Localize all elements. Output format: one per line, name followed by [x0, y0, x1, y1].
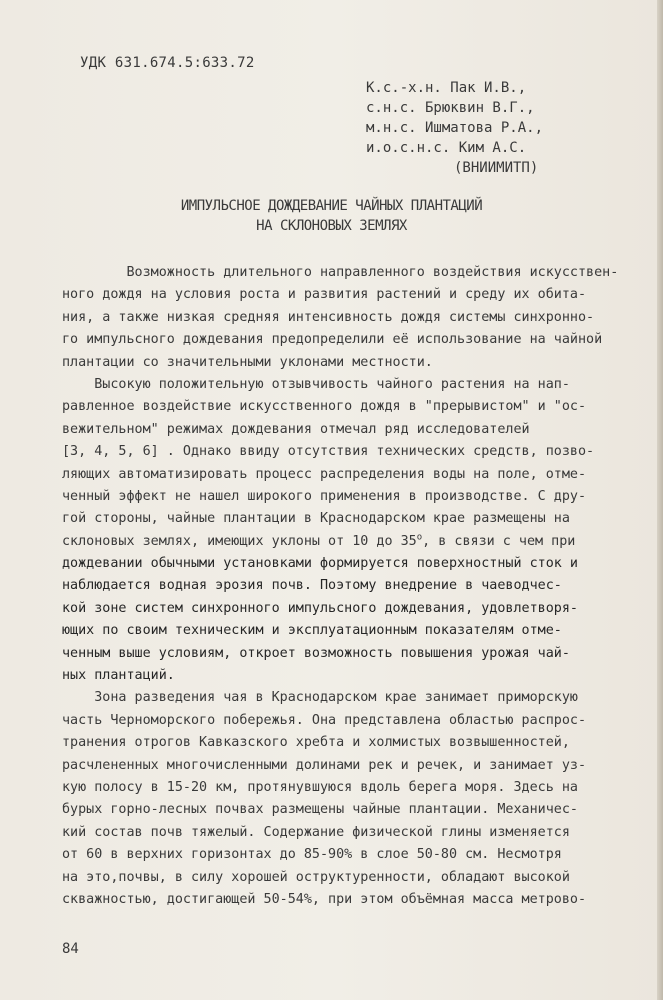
text-line: ляющих автоматизировать процесс распределения воды на поле, отме- [62, 466, 587, 482]
text-line: ченный эффект не нашел широкого применения в производстве. С дру- [62, 488, 587, 504]
author-2: с.н.с. Брюквин В.Г., [366, 100, 535, 116]
text-line: кий состав почв тяжелый. Содержание физической глины изменяется [62, 824, 570, 840]
text-line: наблюдается водная эрозия почв. Поэтому внедрение в чаеводчес- [62, 578, 562, 594]
text-line: вежительном" режимах дождевания отмечал ряд исследователей [62, 421, 530, 437]
text-line-with-degree [62, 531, 652, 553]
text-line: плантации со значительными уклонами местности. [62, 354, 433, 370]
author-list [366, 78, 543, 178]
article-title [0, 196, 663, 236]
text-line: на это,почвы, в силу хорошей оструктуренности, обладают высокой [62, 869, 570, 885]
text-line: транения отрогов Кавказского хребта и холмистых возвышенностей, [62, 735, 570, 751]
udc-code: УДК 631.674.5:633.72 [80, 55, 255, 71]
page-number: 84 [62, 941, 79, 957]
text-line: Возможность длительного направленного воздействия искусствен- [62, 265, 619, 280]
institution: (ВНИИМИТП) [454, 160, 539, 176]
text-line-head: склоновых землях, имеющих уклоны от 10 до 35 [62, 533, 417, 549]
text-line: скважностью, достигающей 50-54%, при этом объёмная масса метрово- [62, 891, 587, 907]
page-edge [657, 0, 663, 1000]
text-line: ного дождя на условия роста и развития растений и среду их обита- [62, 287, 587, 303]
text-line: ющих по своим техническим и эксплуатационным показателям отме- [62, 623, 562, 639]
text-line: кую полосу в 15-20 км, протянувшуюся вдоль берега моря. Здесь на [62, 779, 578, 795]
text-line: ченным выше условиям, откроет возможность повышения урожая чай- [62, 645, 570, 661]
text-line: часть Черноморского побережья. Она представлена областью распрос- [62, 712, 587, 728]
title-line-1: ИМПУЛЬСНОЕ ДОЖДЕВАНИЕ ЧАЙНЫХ ПЛАНТАЦИЙ [180, 198, 483, 214]
text-line: го импульсного дождевания предопределили её использование на чайной [62, 332, 603, 348]
author-1: К.с.-х.н. Пак И.В., [366, 80, 527, 96]
body-text [62, 262, 652, 911]
degree-superscript: о [416, 532, 423, 543]
author-4: и.о.с.н.с. Ким А.С. [366, 140, 527, 156]
text-line: ных плантаций. [62, 668, 175, 684]
text-line: ния, а также низкая средняя интенсивность дождя системы синхронно- [62, 309, 595, 325]
text-line: Зона разведения чая в Краснодарском крае занимает приморскую [62, 690, 578, 706]
text-line: от 60 в верхних горизонтах до 85-90% в слое 50-80 см. Несмотря [62, 847, 562, 863]
text-line: [3, 4, 5, 6] . Однако ввиду отсутствия технических средств, позво- [62, 444, 595, 460]
text-line: расчлененных многочисленными долинами рек и речек, и занимает уз- [62, 757, 587, 773]
text-line: гой стороны, чайные плантации в Краснодарском крае размещены на [62, 511, 570, 527]
text-line: Высокую положительную отзывчивость чайного растения на нап- [62, 376, 570, 392]
author-3: м.н.с. Ишматова Р.А., [366, 120, 544, 136]
title-line-2: НА СКЛОНОВЫХ ЗЕМЛЯХ [256, 218, 407, 234]
text-line: бурых горно-лесных почвах размещены чайные плантации. Механичес- [62, 802, 578, 818]
text-line-tail: , в связи с чем при [422, 533, 576, 549]
text-line: дождевании обычными установками формируется поверхностный сток и [62, 556, 578, 572]
text-line: равленное воздействие искусственного дождя в "прерывистом" и "ос- [62, 399, 587, 415]
text-line: кой зоне систем синхронного импульсного дождевания, удовлетворя- [62, 600, 578, 616]
